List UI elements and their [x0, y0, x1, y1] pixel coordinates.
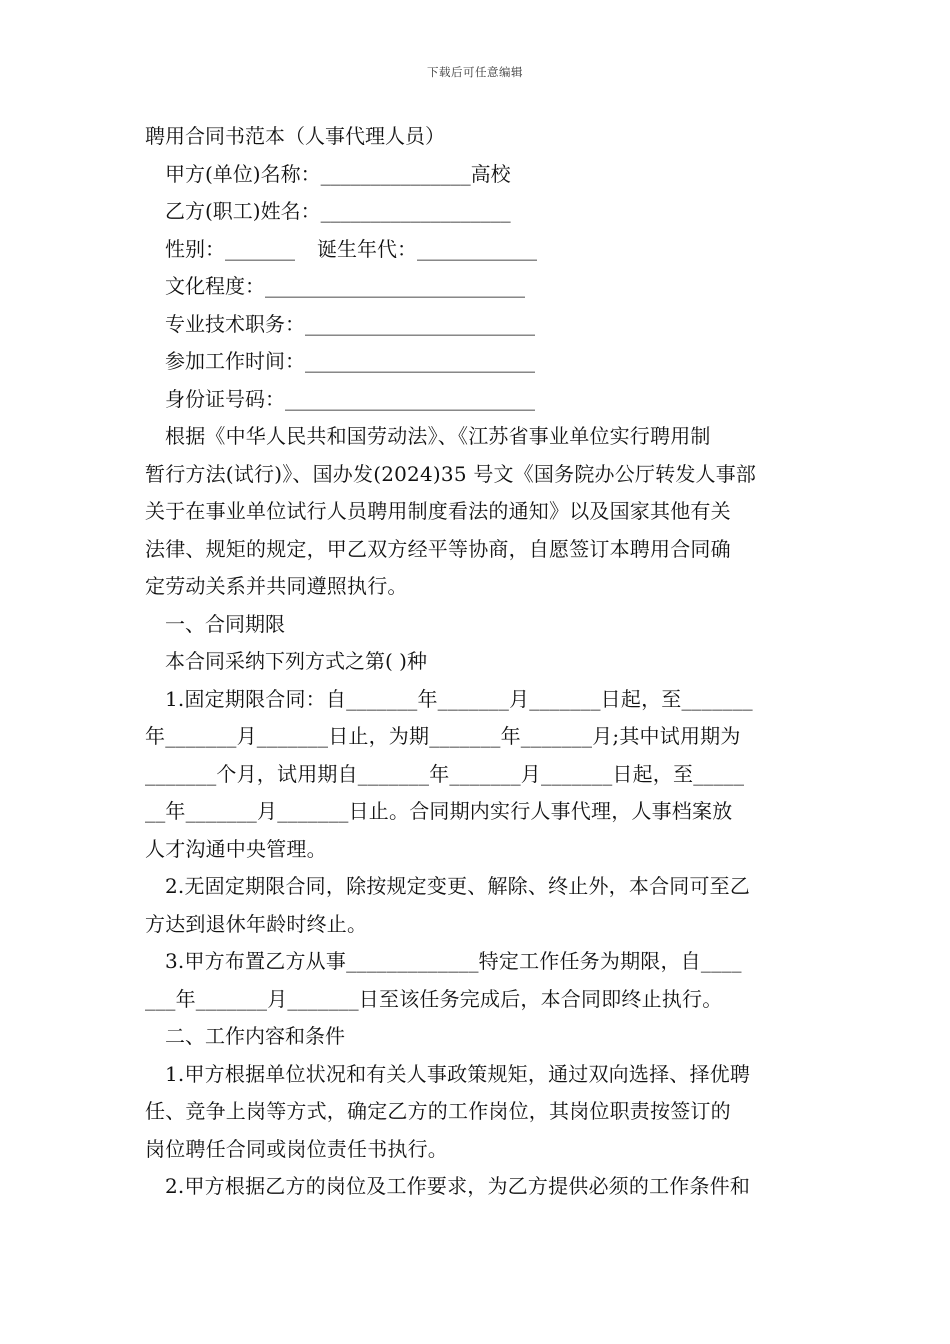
- item-line: 1.固定期限合同：自_______年_______月_______日起，至_______: [165, 686, 753, 711]
- item-line: 年_______月_______日止，为期_______年_______月;其中试用期为: [145, 724, 741, 748]
- item-line: __年_______月_______日止。合同期内实行人事代理，人事档案放: [145, 799, 733, 823]
- item-line: 人才沟通中央管理。: [145, 836, 327, 861]
- item-2-paragraph: [145, 868, 810, 943]
- item-line: 2.甲方根据乙方的岗位及工作要求，为乙方提供必须的工作条件和: [165, 1174, 751, 1198]
- field-id-number: 身份证号码：_________________________: [165, 386, 535, 411]
- preamble-line: 根据《中华人民共和国劳动法》、《江苏省事业单位实行聘用制: [165, 424, 711, 448]
- preamble-line: 法律、规矩的规定，甲乙双方经平等协商，自愿签订本聘用合同确: [145, 536, 731, 561]
- section-1-title: 一、合同期限: [165, 611, 285, 636]
- preamble-line: 关于在事业单位试行人员聘用制度看法的通知》以及国家其他有关: [145, 499, 731, 523]
- field-gender-birth: [145, 231, 810, 269]
- document-body: [145, 118, 810, 1206]
- item-line: 3.甲方布置乙方从事_____________特定工作任务为期限，自____: [165, 949, 742, 973]
- item-line: 1.甲方根据单位状况和有关人事政策规矩，通过双向选择、择优聘: [165, 1061, 751, 1086]
- item-line: 岗位聘任合同或岗位责任书执行。: [145, 1136, 448, 1161]
- item-line: 2.无固定期限合同，除按规定变更、解除、终止外，本合同可至乙: [165, 874, 751, 898]
- section-2-item-2-paragraph: [145, 1168, 810, 1206]
- item-line: ___年_______月_______日至该任务完成后，本合同即终止执行。: [145, 986, 723, 1011]
- preamble-line: 定劳动关系并共同遵照执行。: [145, 574, 408, 598]
- field-gender: 性别：_______: [165, 236, 295, 261]
- item-3-paragraph: [145, 943, 810, 1018]
- section-1-intro: 本合同采纳下列方式之第( )种: [165, 649, 427, 673]
- field-education: 文化程度：__________________________: [165, 274, 525, 298]
- item-line: 方达到退休年龄时终止。: [145, 911, 368, 936]
- item-1-paragraph: [145, 681, 810, 869]
- field-work-start: 参加工作时间：_______________________: [165, 349, 535, 373]
- item-line: _______个月，试用期自_______年_______月_______日起，至_____: [145, 761, 745, 786]
- preamble-line: 暂行方法(试行)》、国办发(2024)35 号文《国务院办公厅转发人事部: [145, 461, 757, 486]
- section-2-item-1-paragraph: [145, 1056, 810, 1169]
- section-2-title: 二、工作内容和条件: [165, 1024, 345, 1048]
- field-party-b: 乙方(职工)姓名：___________________: [165, 199, 511, 223]
- item-line: 任、竞争上岗等方式，确定乙方的工作岗位，其岗位职责按签订的: [145, 1099, 731, 1123]
- header-note: 下载后可任意编辑: [427, 65, 523, 79]
- field-party-a: 甲方(单位)名称：_______________高校: [165, 161, 511, 186]
- document-title: 聘用合同书范本（人事代理人员）: [145, 124, 445, 148]
- preamble-paragraph: [145, 418, 810, 606]
- field-title-position: 专业技术职务：_______________________: [165, 311, 535, 336]
- field-birth: 诞生年代：____________: [317, 236, 537, 261]
